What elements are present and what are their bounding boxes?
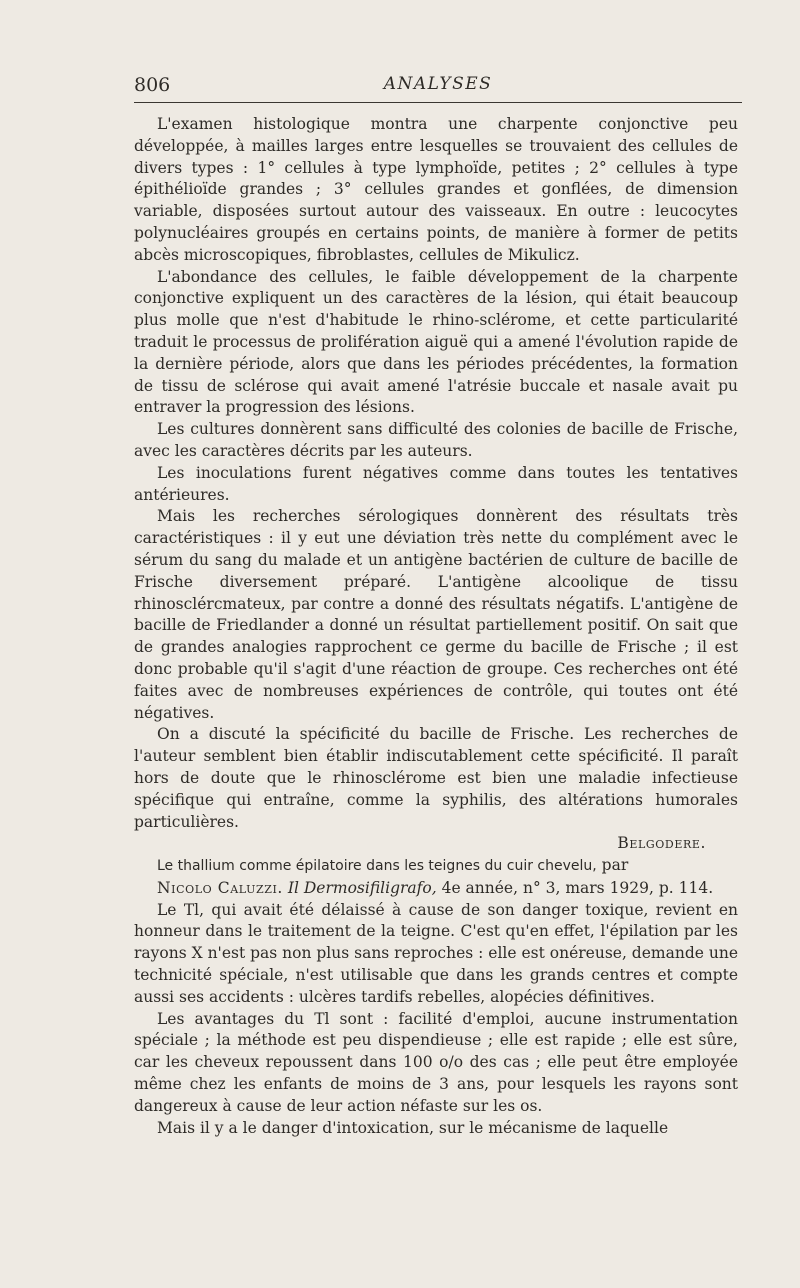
running-head: ANALYSES xyxy=(383,74,493,94)
analysis-title-text: Le thallium comme épilatoire dans les teignes du cuir chevelu, xyxy=(157,858,597,875)
paragraph: Mais il y a le danger d'intoxication, sur le mécanisme de laquelle xyxy=(157,1118,669,1137)
page-number: 806 xyxy=(134,74,171,96)
page-header xyxy=(134,68,742,103)
analysis-author: Nicolo Caluzzi. xyxy=(157,878,283,897)
signature-name: Belgodere. xyxy=(617,834,706,853)
paragraph: Les inoculations furent négatives comme dans toutes les tentatives antérieures. xyxy=(134,463,738,504)
article-body xyxy=(134,114,738,1139)
author-signature xyxy=(134,833,738,855)
paragraph: On a discuté la spécificité du bacille de Frische. Les recherches de l'auteur semblent bien établir indiscutablement cette spécificité. Il paraît hors de doute que le rhinosclérome est bien une maladie infectieuse spécifique qui entraîne, comme la syphilis, des altérations humorales particulières. xyxy=(134,725,738,831)
analysis-title xyxy=(134,855,738,878)
paragraph: Le Tl, qui avait été délaissé à cause de son danger toxique, revient en honneur dans le traitement de la teigne. C'est qu'en effet, l'épilation par les rayons X n'est pas non plus sans reproches : elle est onéreuse, demande une technicité spéciale, n'est utilisable que dans les grands centres et compte aussi ses accidents : ulcères tardifs rebelles, alopécies définitives. xyxy=(134,900,738,1006)
analysis-citation: 4e année, n° 3, mars 1929, p. 114. xyxy=(441,878,714,897)
paragraph: L'examen histologique montra une charpente conjonctive peu développée, à mailles larges entre lesquelles se trouvaient des cellules de divers types : 1° cellules à type lymphoïde, petites ; 2° cellules à type épithélioïde grandes ; 3° cellules grandes et gonflées, de dimension variable, disposées surtout autour des vaisseaux. En outre : leucocytes polynucléaires groupés en certains points, de manière à former de petits abcès microscopiques, fibroblastes, cellules de Mikulicz. xyxy=(134,115,738,264)
paragraph: Mais les recherches sérologiques donnèrent des résultats très caractéristiques : il y eut une déviation très nette du complément avec le sérum du sang du malade et un antigène bactérien de culture de bacille de Frische diversement préparé. L'antigène alcoolique de tissu rhinosclércmateux, par contre a donné des résultats négatifs. L'antigène de bacille de Friedlander a donné un résultat partiellement positif. On sait que de grandes analogies rapprochent ce germe du bacille de Frische ; il est donc probable qu'il s'agit d'une réaction de groupe. Ces recherches ont été faites avec de nombreuses expériences de contrôle, qui toutes ont été négatives. xyxy=(134,507,738,722)
analysis-journal: Il Dermosifiligrafo, xyxy=(287,878,437,897)
paragraph: L'abondance des cellules, le faible développement de la charpente conjonctive expliquent un des caractères de la lésion, qui était beaucoup plus molle que n'est d'habitude le rhino-sclérome, et cette particularité traduit le processus de prolifération aiguë qui a amené l'évolution rapide de la dernière période, alors que dans les périodes précédentes, la formation de tissu de sclérose qui avait amené l'atrésie buccale et nasale avait pu entraver la progression des lésions. xyxy=(134,267,738,417)
analysis-par: par xyxy=(601,856,629,875)
paragraph: Les avantages du Tl sont : facilité d'emploi, aucune instrumentation spéciale ; la méthode est peu dispendieuse ; elle est rapide ; elle est sûre, car les cheveux repoussent dans 100 o/o des cas ; elle peut être employée même chez les enfants de moins de 3 ans, pour lesquels les rayons sont dangereux à cause de leur action néfaste sur les os. xyxy=(134,1009,738,1115)
analysis-byline xyxy=(134,878,738,900)
paragraph: Les cultures donnèrent sans difficulté des colonies de bacille de Frische, avec les caractères décrits par les auteurs. xyxy=(134,420,738,460)
